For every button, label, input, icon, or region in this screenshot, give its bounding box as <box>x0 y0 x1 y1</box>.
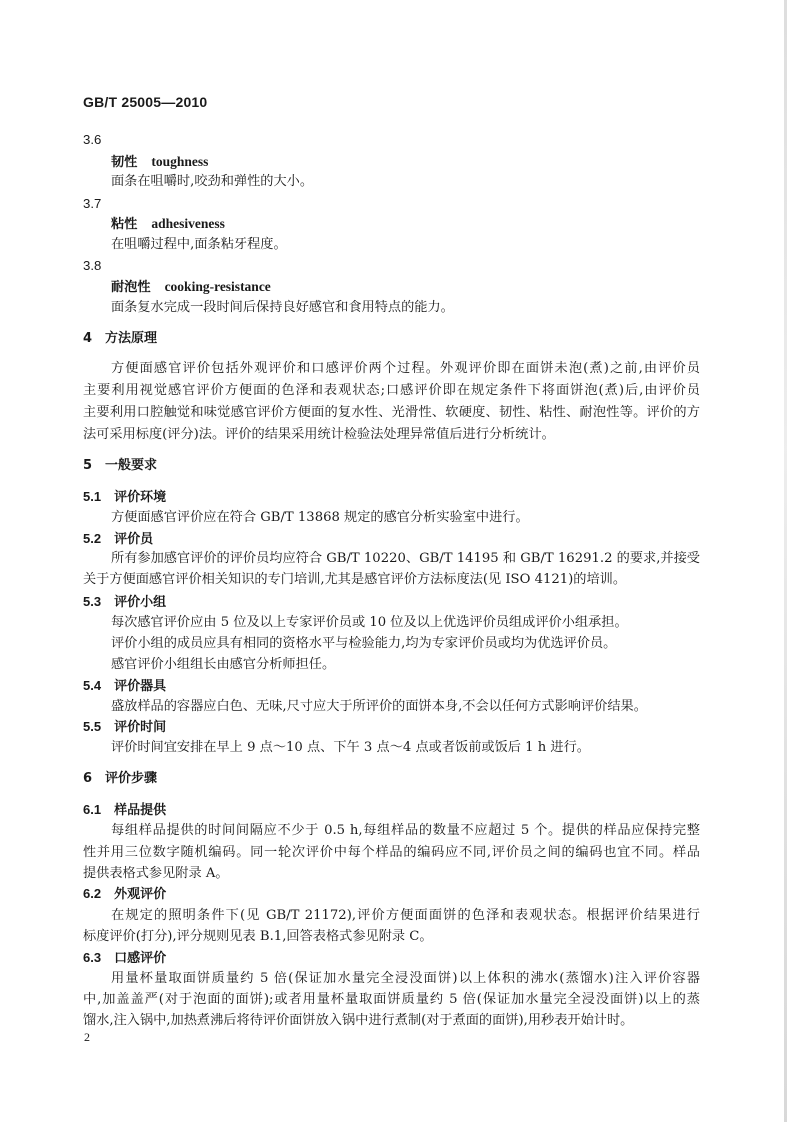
paragraph-line: 每组样品提供的时间间隔应不少于 0.5 h,每组样品的数量不应超过 5 个。提供的样品应保持完整 <box>111 823 700 838</box>
subsection-heading: 5.4 评价器具 <box>83 678 167 694</box>
term-number: 3.8 <box>83 258 102 273</box>
paragraph-line: 评价时间宜安排在早上 9 点～10 点、下午 3 点～4 点或者饭前或饭后 1 h 进行。 <box>111 740 590 755</box>
section-heading: 6 评价步骤 <box>83 771 158 786</box>
paragraph-line: 提供表格式参见附录 A。 <box>83 866 229 881</box>
paragraph-line: 评价小组的成员应具有相同的资格水平与检验能力,均为专家评价员或均为优选评价员。 <box>111 636 617 651</box>
subsection-heading: 6.2 外观评价 <box>83 886 167 902</box>
term-definition: 在咀嚼过程中,面条粘牙程度。 <box>111 237 287 252</box>
paragraph-line: 用量杯量取面饼质量约 5 倍(保证加水量完全浸没面饼)以上体积的沸水(蒸馏水)注入评价容器 <box>111 971 700 986</box>
paragraph-line: 方便面感官评价应在符合 GB/T 13868 规定的感官分析实验室中进行。 <box>111 510 529 525</box>
paragraph-line: 盛放样品的容器应白色、无味,尺寸应大于所评价的面饼本身,不会以任何方式影响评价结果。 <box>111 699 647 714</box>
subsection-heading: 5.1 评价环境 <box>83 489 167 505</box>
paragraph-line: 标度评价(打分),评分规则见表 B.1,回答表格式参见附录 C。 <box>83 929 433 944</box>
term-english: adhesiveness <box>151 216 225 231</box>
paragraph-line: 法可采用标度(评分)法。评价的结果采用统计检验法处理异常值后进行分析统计。 <box>83 427 555 442</box>
section-heading: 5 一般要求 <box>83 458 158 473</box>
term-number: 3.6 <box>83 132 102 147</box>
term-heading <box>111 277 271 298</box>
paragraph-line: 所有参加感官评价的评价员均应符合 GB/T 10220、GB/T 14195 和 GB/T 16291.2 的要求,并接受 <box>111 551 700 566</box>
paragraph-line: 关于方便面感官评价相关知识的专门培训,尤其是感官评价方法标度法(见 ISO 4121)的培训。 <box>83 572 627 587</box>
paragraph-line: 感官评价小组组长由感官分析师担任。 <box>111 657 336 672</box>
subsection-heading: 5.2 评价员 <box>83 531 154 547</box>
term-definition: 面条复水完成一段时间后保持良好感官和食用特点的能力。 <box>111 300 454 315</box>
paragraph-line: 主要利用口腔触觉和味觉感官评价方便面的复水性、光滑性、软硬度、韧性、粘性、耐泡性等。评价的方 <box>83 405 700 420</box>
term-english: toughness <box>151 154 209 169</box>
paragraph-line: 主要利用视觉感官评价方便面的色泽和表观状态;口感评价即在规定条件下将面饼泡(煮)后,由评价员 <box>83 383 700 398</box>
subsection-heading: 6.1 样品提供 <box>83 802 167 818</box>
page-number: 2 <box>84 1030 90 1044</box>
paragraph-line: 在规定的照明条件下(见 GB/T 21172),评价方便面面饼的色泽和表观状态。根据评价结果进行 <box>111 908 700 923</box>
term-heading <box>111 152 208 173</box>
paragraph-line: 每次感官评价应由 5 位及以上专家评价员或 10 位及以上优选评价员组成评价小组承担。 <box>111 615 628 630</box>
term-number: 3.7 <box>83 196 102 211</box>
standard-number-header: GB/T 25005—2010 <box>83 94 208 110</box>
paragraph-line: 性并用三位数字随机编码。同一轮次评价中每个样品的编码应不同,评价员之间的编码也宜不同。样品 <box>83 845 700 860</box>
subsection-heading: 6.3 口感评价 <box>83 950 167 966</box>
paragraph-line: 中,加盖盖严(对于泡面的面饼);或者用量杯量取面饼质量约 5 倍(保证加水量完全浸没面饼)以上的蒸 <box>83 992 700 1007</box>
term-english: cooking-resistance <box>164 279 271 294</box>
term-chinese: 粘性 <box>111 217 138 232</box>
paragraph-line: 方便面感官评价包括外观评价和口感评价两个过程。外观评价即在面饼未泡(煮)之前,由评价员 <box>111 361 700 376</box>
term-chinese: 韧性 <box>111 155 138 170</box>
subsection-heading: 5.5 评价时间 <box>83 719 167 735</box>
section-heading: 4 方法原理 <box>83 331 158 346</box>
term-heading <box>111 214 225 235</box>
subsection-heading: 5.3 评价小组 <box>83 594 167 610</box>
term-definition: 面条在咀嚼时,咬劲和弹性的大小。 <box>111 174 314 189</box>
term-chinese: 耐泡性 <box>111 280 151 295</box>
paragraph-line: 馏水,注入锅中,加热煮沸后将待评价面饼放入锅中进行煮制(对于煮面的面饼),用秒表开始计时。 <box>83 1013 634 1028</box>
page-edge-shadow <box>784 0 787 1122</box>
